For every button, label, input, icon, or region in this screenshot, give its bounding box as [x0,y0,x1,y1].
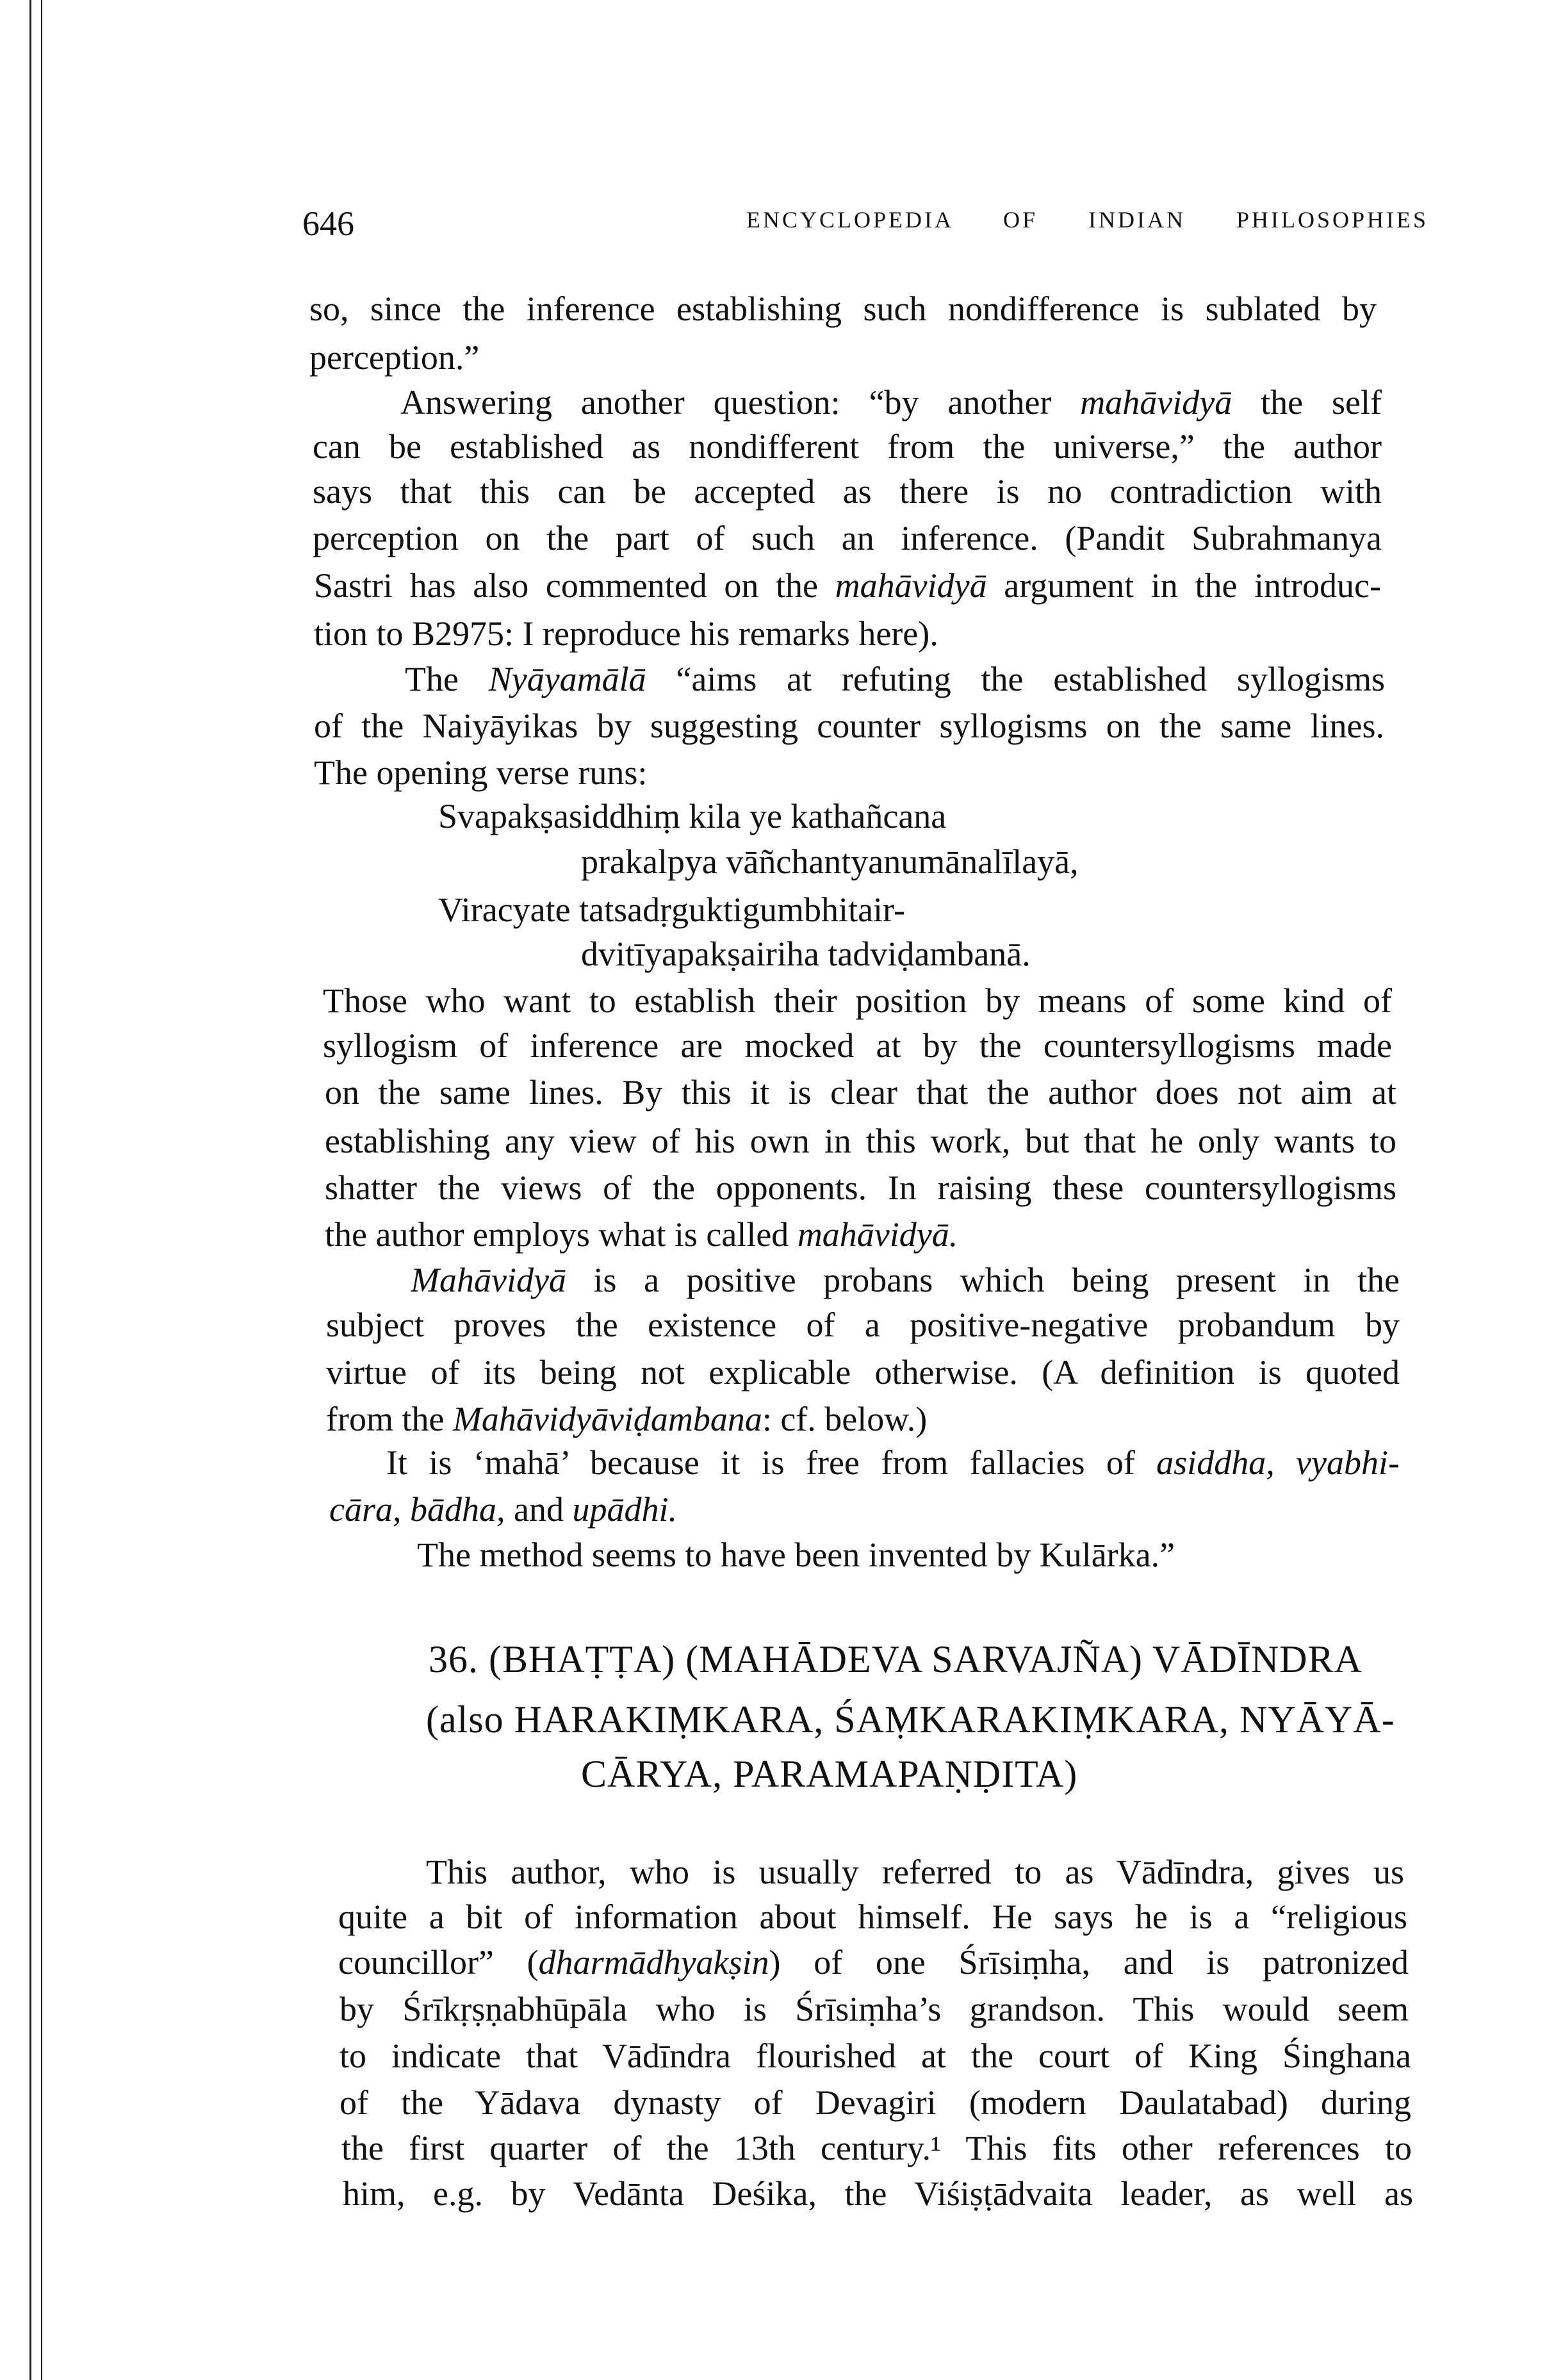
scan-edge-line [29,0,31,2380]
text-line [438,796,946,837]
text-line [405,659,1385,700]
text-line [340,1989,1409,2030]
text-run: prakalpya vāñchantyanumānalīlayā, [581,842,1079,881]
text-run: argument in the introduc- [986,566,1381,605]
text-line [323,1025,1392,1066]
text-line [325,1072,1396,1113]
text-run: the self [1232,383,1382,422]
text-run: dvitīyapakṣairiha tadviḍambanā. [581,935,1031,973]
text-line [341,2128,1412,2169]
text-line [329,1489,677,1530]
text-run: him, e.g. by Vedānta Deśika, the Viśiṣṭādvaita leader, as well as [343,2174,1413,2213]
text-run: shatter the views of the opponents. In raising these countersyllogisms [325,1169,1396,1207]
section-heading-line: (also HARAKIṂKARA, ŚAṂKARAKIṂKARA, NYĀYĀ- [426,1698,1395,1741]
text-run: councillor” ( [338,1943,539,1982]
text-line [340,2082,1411,2123]
text-line [386,1442,1400,1483]
text-run: quite a bit of information about himself. He says he is a “religious [338,1898,1407,1936]
text-run: to indicate that Vādīndra flourished at the court of King Śinghana [340,2037,1411,2075]
text-line [326,1304,1400,1345]
text-line [411,1260,1400,1301]
text-run: It is ‘mahā’ because it is free from fallacies of [386,1443,1157,1482]
text-run: of the Yādava dynasty of Devagiri (modern Daulatabad) during [340,2083,1411,2122]
text-run: syllogism of inference are mocked at by the countersyllogisms made [323,1026,1392,1065]
text-line [581,933,1031,974]
text-line [326,1399,927,1440]
text-run: Viracyate tatsadṛguktigumbhitair- [438,890,905,929]
italic-term: upādhi. [572,1490,677,1529]
text-line [313,471,1382,512]
text-line [581,841,1079,882]
italic-term: Nyāyamālā [488,660,646,698]
text-line [438,889,905,930]
text-run: perception.” [309,338,480,377]
text-run: by Śrīkṛṣṇabhūpāla who is Śrīsiṃha’s grandson. This would seem [340,1990,1409,2028]
text-run: virtue of its being not explicable otherwise. (A definition is quoted [326,1353,1400,1391]
text-run: the author employs what is called [325,1215,798,1254]
italic-term: Mahāvidyāviḍambana [452,1400,762,1438]
italic-term: dharmādhyakṣin [538,1943,769,1982]
italic-term: cāra, bādha, [329,1490,505,1529]
text-run: says that this can be accepted as there is no contradiction with [313,472,1382,511]
text-line [338,1942,1409,1983]
text-line [313,518,1382,559]
text-line [323,980,1392,1021]
text-line [314,752,647,793]
italic-term: asiddha, vyabhi- [1156,1443,1400,1482]
italic-term: Mahāvidyā [411,1261,566,1299]
text-run: “aims at refuting the established syllogisms [646,660,1385,698]
text-run: from the [326,1400,453,1438]
scan-edge-line [41,0,42,2380]
text-line [417,1534,1175,1575]
text-run: Sastri has also commented on the [314,566,835,605]
text-run: The opening verse runs: [314,753,648,792]
text-run: can be established as nondifferent from the universe,” the author [313,427,1382,466]
text-line [325,1214,958,1255]
italic-term: mahāvidyā [835,566,987,605]
italic-term: mahāvidyā. [797,1215,958,1254]
text-run: : cf. below.) [762,1400,928,1438]
text-run: is a positive probans which being present in the [566,1261,1400,1299]
text-run: so, since the inference establishing such nondifference is sublated by [309,290,1377,328]
text-line [325,1167,1396,1208]
text-run: subject proves the existence of a positive-negative probandum by [326,1306,1400,1344]
text-line [309,288,1377,329]
page-number: 646 [302,204,354,243]
text-line [314,705,1384,746]
text-run: perception on the part of such an inference. (Pandit Subrahmanya [313,519,1382,557]
text-line [325,1120,1396,1161]
text-line [314,613,938,654]
text-run: Answering another question: “by another [400,383,1081,422]
text-run: of the Naiyāyikas by suggesting counter syllogisms on the same lines. [314,707,1384,745]
section-heading-line: 36. (BHAṬṬA) (MAHĀDEVA SARVAJÑA) VĀDĪNDRA [429,1638,1363,1680]
section-heading-line: CĀRYA, PARAMAPAṆḌITA) [581,1753,1078,1795]
text-run: Those who want to establish their position by means of some kind of [323,981,1392,1020]
text-run: tion to B2975: I reproduce his remarks here). [314,614,938,653]
text-run: establishing any view of his own in this work, but that he only wants to [325,1122,1396,1160]
text-line [340,2035,1411,2076]
text-run: This author, who is usually referred to as Vādīndra, gives us [426,1853,1404,1891]
text-run: ) of one Śrīsiṃha, and is patronized [769,1943,1409,1982]
text-run: on the same lines. By this it is clear that the author does not aim at [325,1073,1396,1112]
text-run: the first quarter of the 13th century.¹ This fits other references to [341,2129,1412,2167]
text-line [326,1352,1400,1393]
text-run: The [405,660,489,698]
text-line [313,426,1382,467]
italic-term: mahāvidyā [1080,383,1232,422]
running-head: ENCYCLOPEDIA OF INDIAN PHILOSOPHIES [746,207,1428,233]
text-run: and [505,1490,573,1529]
text-line [338,1896,1407,1937]
text-line [314,565,1381,606]
text-run: Svapakṣasiddhiṃ kila ye kathañcana [438,797,947,835]
text-line [343,2173,1413,2214]
text-line [426,1851,1404,1892]
text-line [400,382,1382,423]
text-run: The method seems to have been invented by Kulārka.” [417,1536,1175,1574]
text-line [309,337,479,378]
